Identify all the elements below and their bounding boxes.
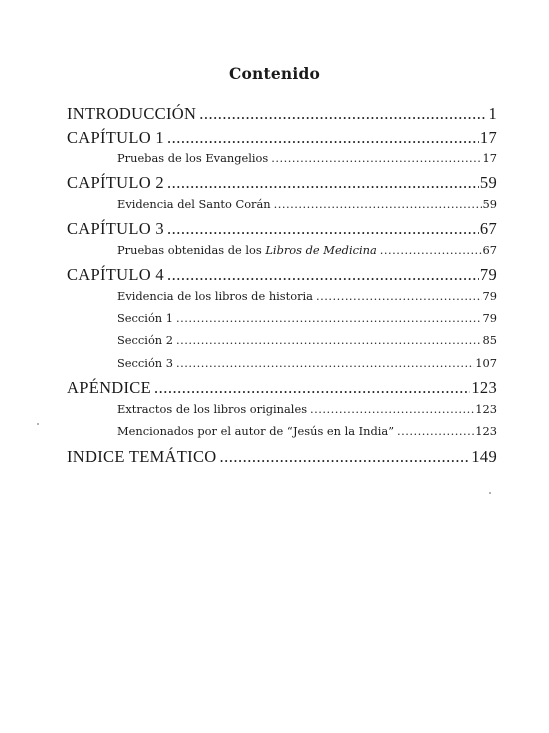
- dot-leader: [310, 402, 474, 416]
- dot-leader: [199, 104, 487, 124]
- dot-leader: [176, 356, 474, 370]
- toc-subentry-pruebas-evangelios[interactable]: [67, 151, 497, 173]
- page-title: Contenido: [228, 64, 321, 83]
- toc-subentry-libros-historia[interactable]: [67, 289, 497, 311]
- toc-entry-page: 123: [475, 424, 497, 439]
- toc-entry-page: 123: [471, 378, 497, 398]
- toc-entry-label: CAPÍTULO 3: [67, 219, 164, 239]
- toc-subentry-libros-medicina[interactable]: [67, 243, 497, 265]
- toc-entry-label: INTRODUCCIÓN: [67, 104, 197, 123]
- toc-entry-label-roman: Pruebas obtenidas de los: [117, 242, 266, 257]
- dot-leader: [167, 265, 479, 285]
- toc-entry-page: 79: [479, 265, 497, 285]
- toc-entry-capitulo-4[interactable]: [67, 265, 497, 289]
- toc-entry-capitulo-2[interactable]: [67, 173, 497, 197]
- scan-speck: [489, 492, 491, 494]
- toc-entry-page: 67: [482, 242, 497, 257]
- toc-subentry-evidencia-coran[interactable]: [67, 197, 497, 219]
- dot-leader: [219, 447, 470, 467]
- toc-entry-page: 67: [479, 219, 497, 239]
- dot-leader: [167, 128, 479, 148]
- toc-entry-label: Extractos de los libros originales: [117, 401, 308, 416]
- toc-subentry-extractos[interactable]: [67, 402, 497, 424]
- dot-leader: [167, 173, 479, 193]
- toc-entry-label: Sección 3: [117, 355, 174, 370]
- toc-entry-introduccion[interactable]: [67, 104, 497, 128]
- toc-entry-label: Pruebas de los Evangelios: [117, 151, 269, 165]
- toc-entry-page: 79: [482, 311, 497, 326]
- toc-entry-label: Sección 2: [117, 333, 174, 348]
- dot-leader: [271, 151, 481, 165]
- toc-entry-page: 107: [475, 355, 497, 370]
- dot-leader: [154, 378, 470, 398]
- toc-entry-indice-tematico[interactable]: [67, 447, 497, 471]
- toc-entry-page: 17: [479, 127, 497, 147]
- dot-leader: [167, 219, 479, 239]
- dot-leader: [380, 243, 482, 257]
- dot-leader: [397, 424, 474, 438]
- toc-entry-label: APÉNDICE: [67, 378, 151, 398]
- toc-entry-label: INDICE TEMÁTICO: [67, 446, 217, 466]
- toc-entry-page: 59: [482, 196, 497, 211]
- toc-entry-label: CAPÍTULO 1: [67, 127, 164, 147]
- dot-leader: [316, 289, 482, 303]
- toc-entry-label: Sección 1: [117, 311, 174, 326]
- toc-entry-page: 59: [479, 173, 497, 193]
- toc-entry-page: 149: [471, 446, 497, 466]
- toc-subentry-seccion-2[interactable]: [67, 333, 497, 355]
- toc-entry-label: Evidencia de los libros de historia: [117, 288, 313, 303]
- dot-leader: [274, 197, 482, 211]
- toc-entry-page: 17: [482, 151, 497, 165]
- toc-entry-label: CAPÍTULO 2: [67, 173, 164, 193]
- toc-entry-label-italic: Libros de Medicina: [265, 242, 377, 257]
- toc-entry-page: 123: [475, 401, 497, 416]
- toc-entry-label: CAPÍTULO 4: [67, 265, 164, 285]
- toc-entry-capitulo-1[interactable]: [67, 128, 497, 152]
- scan-speck: [37, 423, 39, 425]
- toc-entry-label: [117, 243, 377, 257]
- dot-leader: [176, 311, 481, 325]
- toc-entry-page: 85: [482, 333, 497, 348]
- toc-entry-capitulo-3[interactable]: [67, 219, 497, 243]
- toc-entry-page: 1: [488, 104, 497, 123]
- toc-subentry-mencionados[interactable]: [67, 424, 497, 446]
- table-of-contents: [67, 104, 497, 470]
- toc-entry-page: 79: [482, 288, 497, 303]
- dot-leader: [176, 333, 481, 347]
- toc-subentry-seccion-3[interactable]: [67, 356, 497, 378]
- toc-entry-apendice[interactable]: [67, 378, 497, 402]
- toc-entry-label: Evidencia del Santo Corán: [117, 196, 271, 211]
- toc-subentry-seccion-1[interactable]: [67, 311, 497, 333]
- toc-entry-label: Mencionados por el autor de “Jesús en la India”: [117, 424, 395, 439]
